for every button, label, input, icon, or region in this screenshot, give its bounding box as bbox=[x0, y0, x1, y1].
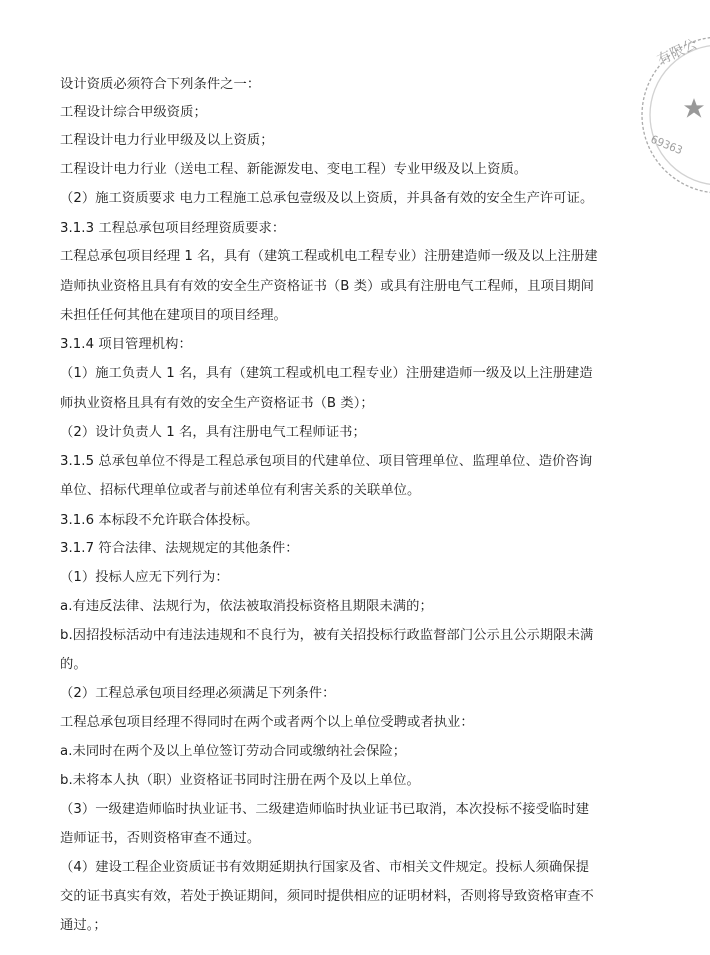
text-line: 未担任任何其他在建项目的项目经理。 bbox=[60, 308, 287, 323]
text-line: （3）一级建造师临时执业证书、二级建造师临时执业证书已取消，本次投标不接受临时建 bbox=[60, 802, 590, 817]
text-line: （2）施工资质要求 电力工程施工总承包壹级及以上资质，并具备有效的安全生产许可证。 bbox=[60, 191, 594, 206]
section-heading: 3.1.4 项目管理机构： bbox=[60, 337, 192, 352]
text-line: 工程设计电力行业甲级及以上资质； bbox=[60, 133, 274, 148]
text-line: 设计资质必须符合下列条件之一： bbox=[60, 77, 261, 92]
text-line: （1）投标人应无下列行为： bbox=[60, 570, 229, 585]
text-line: b.未将本人执（职）业资格证书同时注册在两个及以上单位。 bbox=[60, 773, 420, 788]
text-line: （4）建设工程企业资质证书有效期延期执行国家及省、市相关文件规定。投标人须确保提 bbox=[60, 860, 590, 875]
text-line: 师执业资格且具有有效的安全生产资格证书（B 类）； bbox=[60, 396, 374, 411]
svg-text:有限公: 有限公 bbox=[654, 36, 700, 69]
text-line: 工程设计电力行业（送电工程、新能源发电、变电工程）专业甲级及以上资质。 bbox=[60, 162, 528, 177]
section-heading: 3.1.6 本标段不允许联合体投标。 bbox=[60, 513, 259, 528]
svg-text:69363: 69363 bbox=[648, 132, 685, 158]
section-heading: 3.1.5 总承包单位不得是工程总承包项目的代建单位、项目管理单位、监理单位、造价咨询 bbox=[60, 454, 593, 469]
text-line: 通过。； bbox=[60, 918, 107, 933]
text-line: 交的证书真实有效，若处于换证期间，须同时提供相应的证明材料，否则将导致资格审查不 bbox=[60, 889, 594, 904]
text-line: 造师执业资格且具有有效的安全生产资格证书（B 类）或具有注册电气工程师，且项目期间 bbox=[60, 279, 594, 294]
text-line: （2）工程总承包项目经理必须满足下列条件： bbox=[60, 686, 336, 701]
text-line: a.有违反法律、法规行为，依法被取消投标资格且期限未满的； bbox=[60, 599, 433, 614]
text-line: 单位、招标代理单位或者与前述单位有利害关系的关联单位。 bbox=[60, 483, 421, 498]
section-heading: 3.1.3 工程总承包项目经理资质要求： bbox=[60, 221, 286, 236]
text-line: 的。 bbox=[60, 657, 87, 672]
text-line: 工程总承包项目经理不得同时在两个或者两个以上单位受聘或者执业： bbox=[60, 715, 474, 730]
text-line: 工程总承包项目经理 1 名，具有（建筑工程或机电工程专业）注册建造师一级及以上注册建 bbox=[60, 249, 598, 264]
text-line: （1）施工负责人 1 名，具有（建筑工程或机电工程专业）注册建造师一级及以上注册建造 bbox=[60, 366, 593, 381]
text-line: 造师证书，否则资格审查不通过。 bbox=[60, 831, 261, 846]
text-line: （2）设计负责人 1 名，具有注册电气工程师证书； bbox=[60, 425, 366, 440]
text-line: a.未同时在两个及以上单位签订劳动合同或缴纳社会保险； bbox=[60, 744, 407, 759]
section-heading: 3.1.7 符合法律、法规规定的其他条件： bbox=[60, 541, 299, 556]
text-line: b.因招投标活动中有违法违规和不良行为，被有关招投标行政监督部门公示且公示期限未满 bbox=[60, 628, 594, 643]
text-line: 工程设计综合甲级资质； bbox=[60, 105, 207, 120]
